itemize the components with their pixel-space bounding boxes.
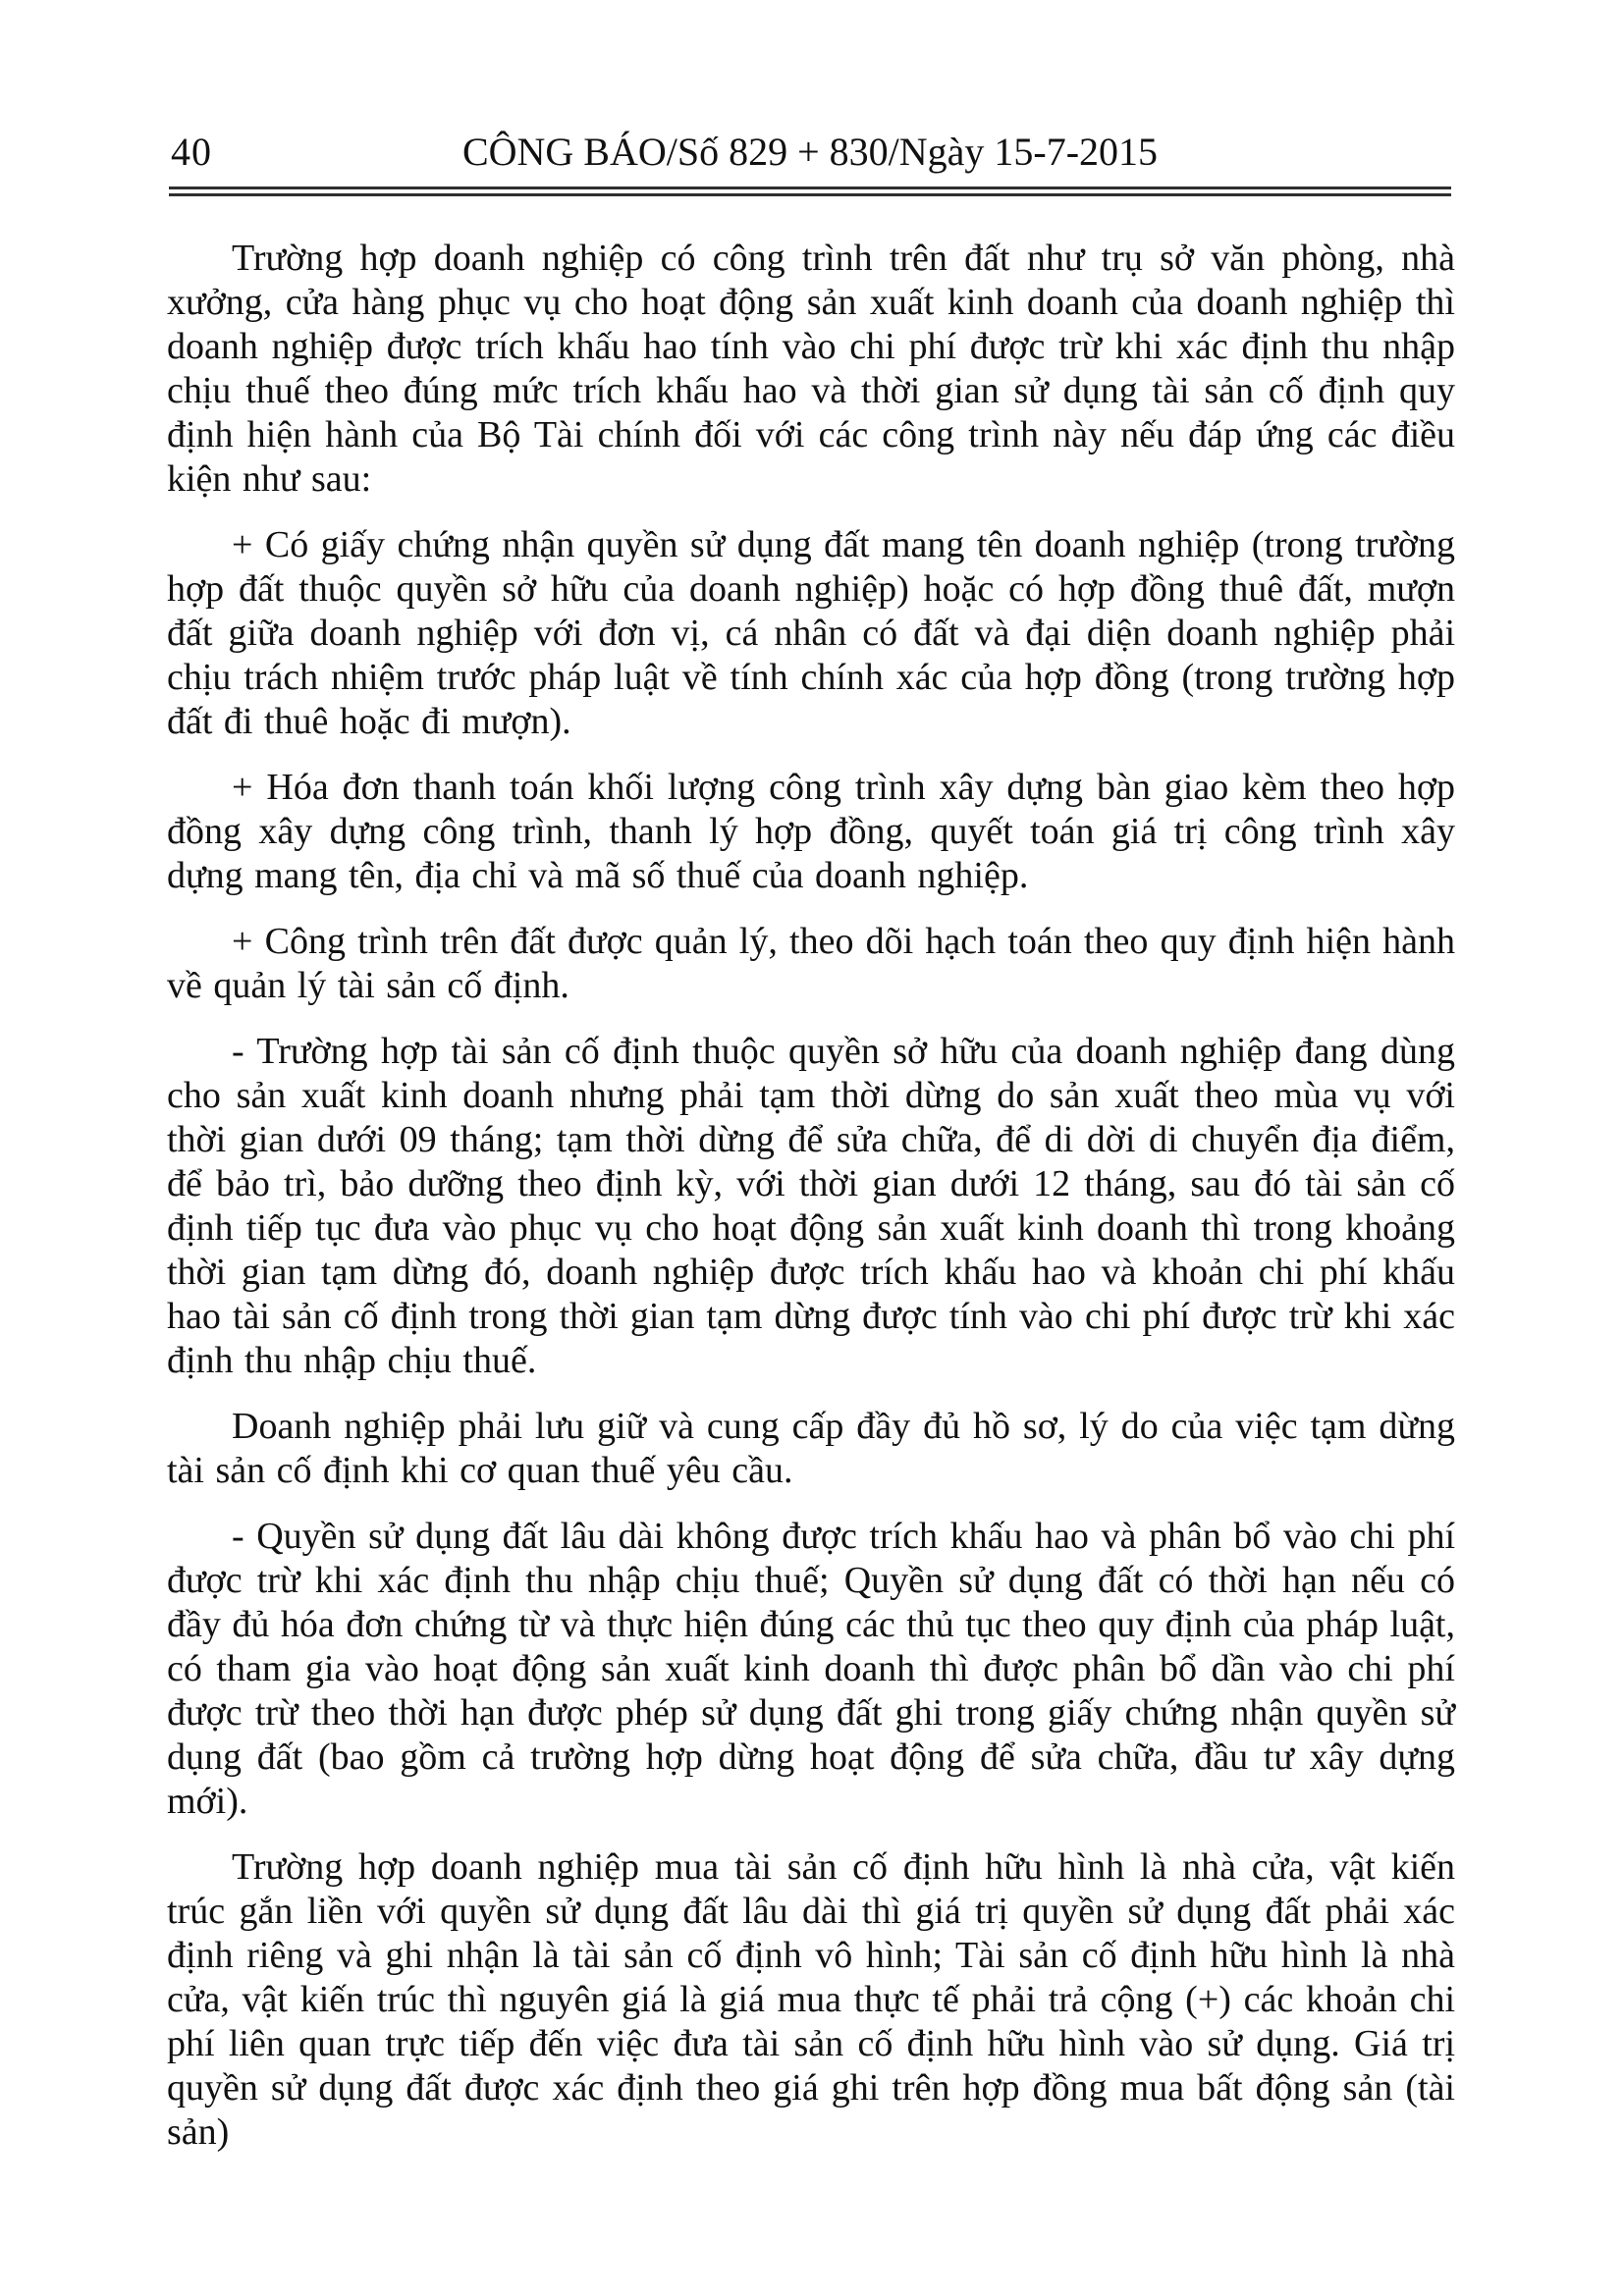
paragraph: Doanh nghiệp phải lưu giữ và cung cấp đầy đủ hồ sơ, lý do của việc tạm dừng tài sản cố định khi cơ quan thuế yêu cầu. (167, 1406, 1455, 1491)
paragraph: Trường hợp doanh nghiệp mua tài sản cố định hữu hình là nhà cửa, vật kiến trúc gắn liền với quyền sử dụng đất lâu dài thì giá trị quyền sử dụng đất phải xác định riêng và ghi nhận là tài sản cố định vô hình; Tài sản cố định hữu hình là nhà cửa, vật kiến trúc thì nguyên giá là giá mua thực tế phải trả cộng (+) các khoản chi phí liên quan trực tiếp đến việc đưa tài sản cố định hữu hình vào sử dụng. Giá trị quyền sử dụng đất được xác định theo giá ghi trên hợp đồng mua bất động sản (tài sản) (167, 1846, 1455, 2153)
header-divider (169, 187, 1451, 196)
paragraph: Trường hợp doanh nghiệp có công trình trên đất như trụ sở văn phòng, nhà xưởng, cửa hàng phục vụ cho hoạt động sản xuất kinh doanh của doanh nghiệp thì doanh nghiệp được trích khấu hao tính vào chi phí được trừ khi xác định thu nhập chịu thuế theo đúng mức trích khấu hao và thời gian sử dụng tài sản cố định quy định hiện hành của Bộ Tài chính đối với các công trình này nếu đáp ứng các điều kiện như sau: (167, 238, 1455, 500)
page-header (169, 129, 1451, 176)
paragraph: + Có giấy chứng nhận quyền sử dụng đất mang tên doanh nghiệp (trong trường hợp đất thuộc quyền sở hữu của doanh nghiệp) hoặc có hợp đồng thuê đất, mượn đất giữa doanh nghiệp với đơn vị, cá nhân có đất và đại diện doanh nghiệp phải chịu trách nhiệm trước pháp luật về tính chính xác của hợp đồng (trong trường hợp đất đi thuê hoặc đi mượn). (167, 524, 1455, 742)
paragraph: - Trường hợp tài sản cố định thuộc quyền sở hữu của doanh nghiệp đang dùng cho sản xuất kinh doanh nhưng phải tạm thời dừng do sản xuất theo mùa vụ với thời gian dưới 09 tháng; tạm thời dừng để sửa chữa, để di dời di chuyển địa điểm, để bảo trì, bảo dưỡng theo định kỳ, với thời gian dưới 12 tháng, sau đó tài sản cố định tiếp tục đưa vào phục vụ cho hoạt động sản xuất kinh doanh thì trong khoảng thời gian tạm dừng đó, doanh nghiệp được trích khấu hao và khoản chi phí khấu hao tài sản cố định trong thời gian tạm dừng được tính vào chi phí được trừ khi xác định thu nhập chịu thuế. (167, 1031, 1455, 1381)
paragraph: - Quyền sử dụng đất lâu dài không được trích khấu hao và phân bổ vào chi phí được trừ khi xác định thu nhập chịu thuế; Quyền sử dụng đất có thời hạn nếu có đầy đủ hóa đơn chứng từ và thực hiện đúng các thủ tục theo quy định của pháp luật, có tham gia vào hoạt động sản xuất kinh doanh thì được phân bổ dần vào chi phí được trừ theo thời hạn được phép sử dụng đất ghi trong giấy chứng nhận quyền sử dụng đất (bao gồm cả trường hợp dừng hoạt động để sửa chữa, đầu tư xây dựng mới). (167, 1516, 1455, 1822)
document-body (167, 237, 1455, 2155)
paragraph: + Công trình trên đất được quản lý, theo dõi hạch toán theo quy định hiện hành về quản lý tài sản cố định. (167, 921, 1455, 1006)
page-number: 40 (171, 130, 212, 174)
header-title: CÔNG BÁO/Số 829 + 830/Ngày 15-7-2015 (461, 130, 1159, 174)
paragraph: + Hóa đơn thanh toán khối lượng công trình xây dựng bàn giao kèm theo hợp đồng xây dựng công trình, thanh lý hợp đồng, quyết toán giá trị công trình xây dựng mang tên, địa chỉ và mã số thuế của doanh nghiệp. (167, 767, 1455, 896)
